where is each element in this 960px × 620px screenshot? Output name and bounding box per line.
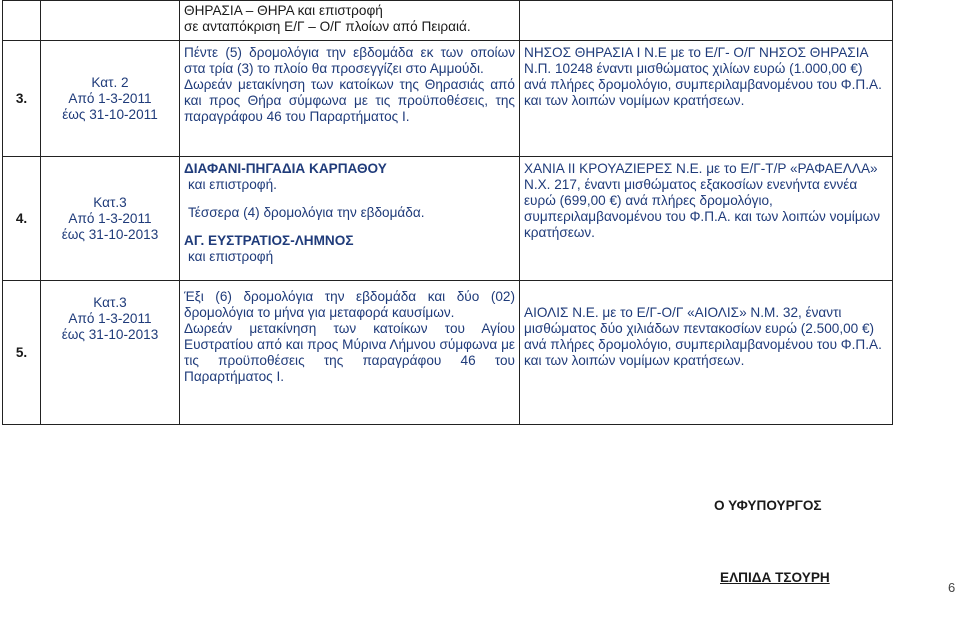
route-cell <box>180 41 520 157</box>
page-number: 6 <box>948 580 956 595</box>
route-frequency: Τέσσερα (4) δρομολόγια την εβδομάδα. <box>188 205 425 220</box>
route-return: και επιστροφή. <box>188 177 277 192</box>
table-row <box>3 1 893 41</box>
category-cell <box>41 41 180 157</box>
route-cell <box>180 281 520 425</box>
route-title: ΔΙΑΦΑΝΙ-ΠΗΓΑΔΙΑ ΚΑΡΠΑΘΟΥ <box>184 161 387 176</box>
route-free-transport: Δωρεάν μετακίνηση των κατοίκων της Θηρασιάς από και προς Θήρα σύμφωνα με τις προϋποθέσεις, της παραγράφου 46 του Παραρτήματος Ι. <box>184 77 515 124</box>
signatory-name: ΕΛΠΙΔΑ ΤΣΟΥΡΗ <box>720 570 830 585</box>
routes-table <box>2 0 893 425</box>
table-row <box>3 157 893 281</box>
ship-details: ΑΙΟΛΙΣ Ν.Ε. με το Ε/Γ-Ο/Γ «ΑΙΟΛΙΣ» Ν.Μ. 32, έναντι μισθώματος δύο χιλιάδων πεντακοσίων ευρώ (2.500,00 €) ανά πλήρες δρομολόγιο, συμπεριλαμβανομένου του Φ.Π.Α. και των λοιπών νομίμων κρατήσεων. <box>524 305 882 368</box>
category-cell <box>41 157 180 281</box>
period-to: έως 31-10-2013 <box>61 226 159 242</box>
route-note: σε ανταπόκριση Ε/Γ – Ο/Γ πλοίων από Πειραιά. <box>184 19 471 34</box>
ship-details: ΧΑΝΙΑ ΙΙ ΚΡΟΥΑΖΙΕΡΕΣ Ν.Ε. με το Ε/Γ-Τ/Ρ «ΡΑΦΑΕΛΛΑ» Ν.Χ. 217, έναντι μισθώματος εξακοσίων ενενήντα εννέα ευρώ (699,00 €) ανά πλήρες δρομολόγιο, συμπεριλαμβανομένου του Φ.Π.Α. και των λοιπών νομίμων κρατήσεων. <box>524 161 881 240</box>
route-frequency: Έξι (6) δρομολόγια την εβδομάδα και δύο (02) δρομολόγια το μήνα για μεταφορά καυσίμων. <box>184 289 515 320</box>
route-cell <box>180 1 520 41</box>
row-number: 3. <box>3 41 41 157</box>
signatory-title: Ο ΥΦΥΠΟΥΡΓΟΣ <box>714 498 822 513</box>
route-title: ΘΗΡΑΣΙΑ – ΘΗΡΑ και επιστροφή <box>184 3 383 18</box>
period-from: Από 1-3-2011 <box>68 90 152 106</box>
period-to: έως 31-10-2011 <box>62 106 158 122</box>
row-number: 4. <box>3 157 41 281</box>
ship-cell <box>520 281 893 425</box>
route-title: ΑΓ. ΕΥΣΤΡΑΤΙΟΣ-ΛΗΜΝΟΣ <box>184 233 354 248</box>
category-cell <box>41 281 180 425</box>
category-label: Κατ.3 <box>93 194 127 210</box>
category-label: Κατ.3 <box>93 295 127 310</box>
ship-cell <box>520 41 893 157</box>
route-return: και επιστροφή <box>188 249 274 264</box>
table-row <box>3 281 893 425</box>
route-schedule: Πέντε (5) δρομολόγια την εβδομάδα εκ των οποίων στα τρία (3) το πλοίο θα προσεγγίζει στο Αμμούδι. <box>184 45 515 76</box>
route-free-transport: Δωρεάν μετακίνηση των κατοίκων του Αγίου Ευστρατίου από και προς Μύρινα Λήμνου σύμφωνα με τις προϋποθέσεις της παραγράφου 46 του Παραρτήματος Ι. <box>184 321 515 384</box>
period-to: έως 31-10-2013 <box>61 327 159 342</box>
period-from: Από 1-3-2011 <box>68 311 152 326</box>
row-number: 5. <box>3 281 41 425</box>
category-label: Κατ. 2 <box>91 74 129 90</box>
route-cell <box>180 157 520 281</box>
table-row <box>3 41 893 157</box>
period-from: Από 1-3-2011 <box>68 210 152 226</box>
ship-details: ΝΗΣΟΣ ΘΗΡΑΣΙΑ Ι Ν.Ε με το Ε/Γ- Ο/Γ ΝΗΣΟΣ ΘΗΡΑΣΙΑ Ν.Π. 10248 έναντι μισθώματος χιλίων ευρώ (1.000,00 €) ανά πλήρες δρομολόγιο, συμπεριλαμβανομένου του Φ.Π.Α. και των λοιπών νομίμων κρατήσεων. <box>524 45 882 108</box>
ship-cell <box>520 157 893 281</box>
